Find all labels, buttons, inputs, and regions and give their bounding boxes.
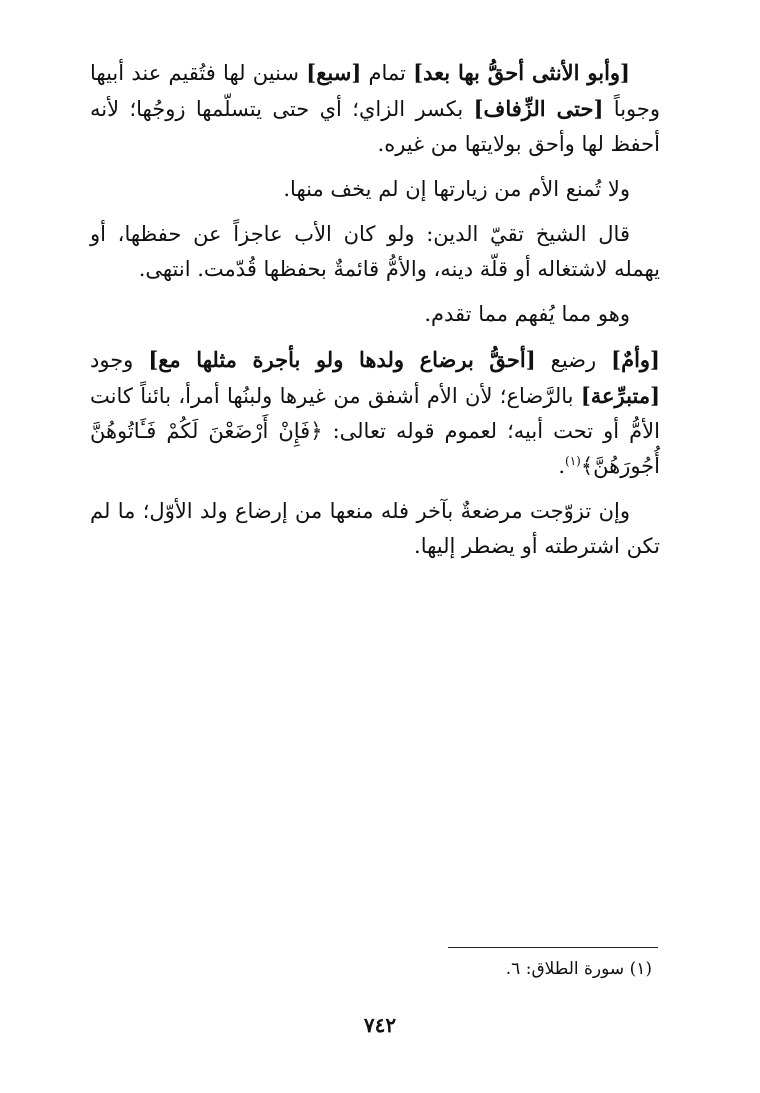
paragraph-5 xyxy=(90,342,660,484)
footnote-reference[interactable]: (١) xyxy=(565,454,581,468)
paragraph-6: وإن تزوّجت مرضعةٌ بآخر فله منعها من إرضاع ولد الأوّل؛ ما لم تكن اشترطته أو يضطر إليها. xyxy=(90,499,660,558)
bold-phrase: [أحقُّ برضاع ولدها ولو بأجرة مثلها مع] xyxy=(148,347,536,372)
footnote: (١) سورة الطلاق: ٦. xyxy=(505,959,652,979)
bold-phrase: [متبرِّعة] xyxy=(580,383,660,408)
footnote-divider xyxy=(448,947,658,948)
page-body xyxy=(90,55,660,574)
text-run: وجود xyxy=(90,348,149,372)
bold-phrase: [وأبو الأنثى أحقُّ بها بعد] xyxy=(413,60,630,85)
paragraph-2: ولا تُمنع الأم من زيارتها إن لم يخف منها. xyxy=(283,177,630,201)
text-run: رضيع xyxy=(535,348,612,372)
text-run: . xyxy=(558,454,565,478)
text-run: تمام xyxy=(361,61,414,85)
bold-phrase: [وأمٌ] xyxy=(611,347,660,372)
bold-phrase: [حتى الزِّفاف] xyxy=(473,96,604,121)
text-run: سنين لها فتُقيم عند أبيها وجوباً xyxy=(90,61,661,121)
quran-verse: ﴿فَإِنْ أَرْضَعْنَ لَكُمْ فَـَٔاتُوهُنَّ أُجُورَهُنَّ﴾ xyxy=(90,419,660,478)
paragraph-4: وهو مما يُفهم مما تقدم. xyxy=(424,302,630,326)
paragraph-1 xyxy=(90,55,660,162)
bold-phrase: [سبع] xyxy=(306,60,362,85)
text-run: بالرَّضاع؛ لأن الأم أشفق من غيرها ولبنُها أمرأ، بائناً كانت الأمُّ أو تحت أبيه؛ لعموم قوله تعالى: xyxy=(90,384,660,443)
paragraph-3: قال الشيخ تقيّ الدين: ولو كان الأب عاجزاً عن حفظها، أو يهمله لاشتغاله أو قلّة دينه، والأمُّ قائمةٌ بحفظها قُدّمت. انتهى. xyxy=(90,222,660,281)
page-number: ٧٤٢ xyxy=(363,1013,397,1037)
text-run: بكسر الزاي؛ أي حتى يتسلّمها زوجُها؛ لأنه أحفظ لها وأحق بولايتها من غيره. xyxy=(90,97,660,156)
